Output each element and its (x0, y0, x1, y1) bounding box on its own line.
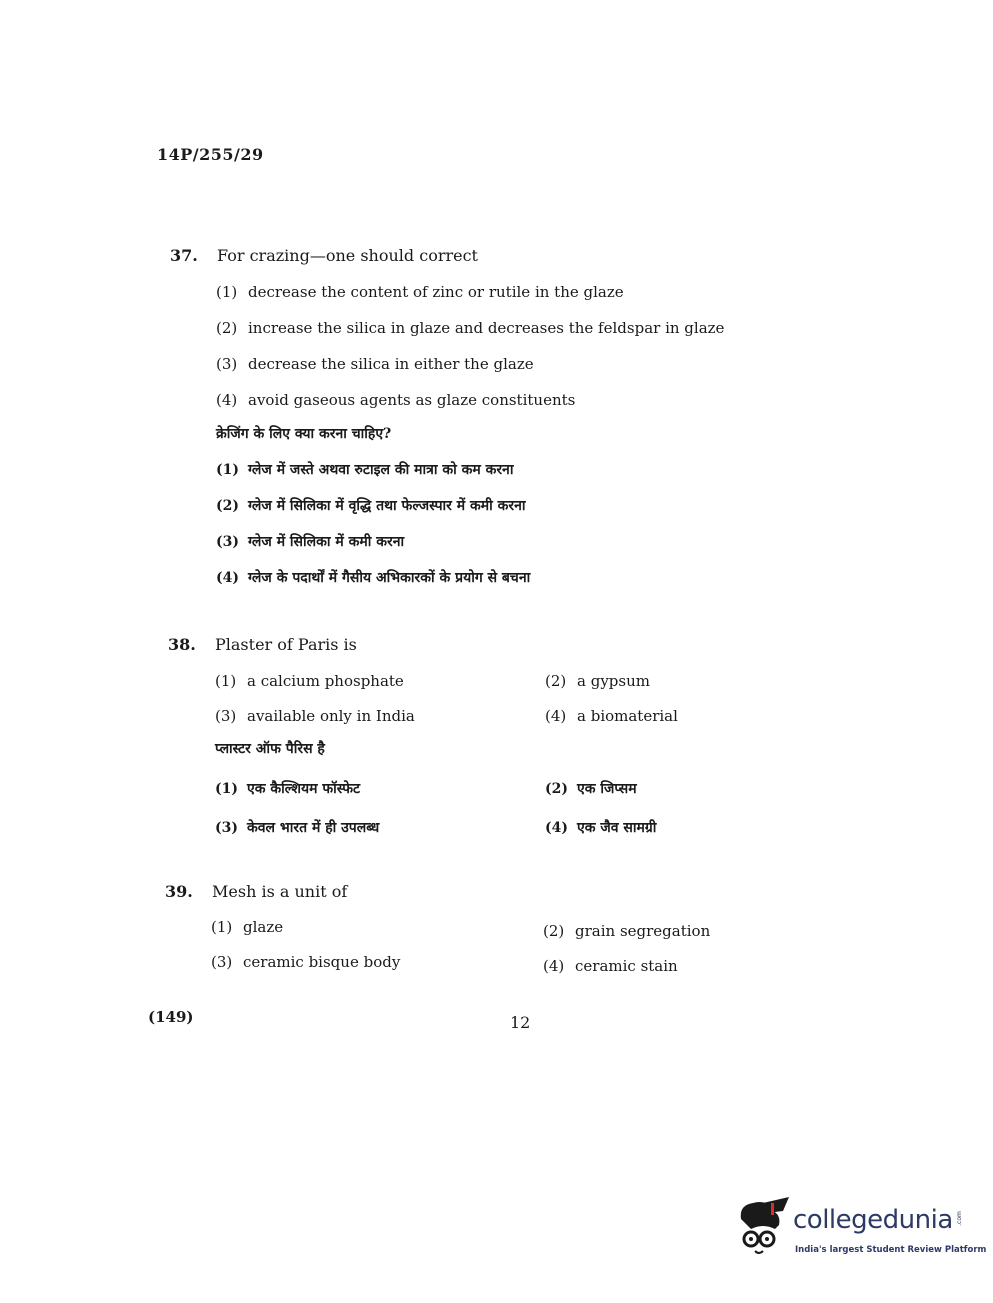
option-text: decrease the content of zinc or rutile in the glaze (248, 283, 624, 301)
collegedunia-logo (733, 1195, 987, 1265)
option (543, 957, 678, 975)
option-hindi (215, 779, 360, 798)
question-text: Mesh is a unit of (212, 882, 348, 901)
option-hindi (545, 779, 637, 798)
logo-tagline: India's largest Student Review Platform (795, 1245, 987, 1255)
option-text: available only in India (247, 707, 415, 725)
paper-code: 14P/255/29 (157, 145, 264, 164)
logo-name: collegedunia (793, 1205, 953, 1235)
option-number: (4) (216, 391, 238, 409)
option-number: (4) (545, 820, 568, 836)
option-number: (1) (216, 283, 238, 301)
option-text: a biomaterial (577, 707, 678, 725)
option-hindi (216, 460, 513, 479)
option-text: एक जिप्सम (577, 781, 637, 797)
logo-com: .com (955, 1211, 963, 1226)
option-number: (4) (216, 570, 239, 586)
option-text: एक कैल्शियम फॉस्फेट (247, 781, 361, 797)
question-text: Plaster of Paris is (215, 635, 357, 654)
footer-code: (149) (148, 1008, 194, 1026)
question-number: 37. (170, 246, 198, 265)
option-number: (3) (216, 534, 239, 550)
option-text: एक जैव सामग्री (577, 820, 657, 836)
question-text: For crazing—one should correct (217, 246, 478, 265)
option (216, 391, 575, 409)
option-hindi (216, 496, 526, 515)
option (543, 922, 710, 940)
option-number: (3) (215, 707, 237, 725)
option-text: ceramic stain (575, 957, 678, 975)
option-text: ग्लेज में सिलिका में कमी करना (248, 534, 405, 550)
option-text: avoid gaseous agents as glaze constituents (248, 391, 576, 409)
option-text: grain segregation (575, 922, 711, 940)
question-number: 39. (165, 882, 193, 901)
option-hindi (216, 568, 530, 587)
option-text: a calcium phosphate (247, 672, 404, 690)
option-text: ग्लेज में जस्ते अथवा रुटाइल की मात्रा को कम करना (248, 462, 514, 478)
option (211, 953, 400, 971)
option-text: ceramic bisque body (243, 953, 401, 971)
option-number: (1) (211, 918, 233, 936)
option (215, 707, 415, 725)
option-number: (2) (216, 498, 239, 514)
page-number: 12 (510, 1013, 531, 1032)
option-number: (2) (543, 922, 565, 940)
question-text-hindi: प्लास्टर ऑफ पैरिस है (215, 741, 325, 757)
option-number: (3) (211, 953, 233, 971)
option (211, 918, 283, 936)
question-number: 38. (168, 635, 196, 654)
option-number: (2) (545, 781, 568, 797)
option-number: (4) (545, 707, 567, 725)
option-text: increase the silica in glaze and decreases the feldspar in glaze (248, 319, 725, 337)
option-hindi (215, 818, 379, 837)
option (216, 355, 534, 373)
option-number: (4) (543, 957, 565, 975)
option-number: (1) (215, 781, 238, 797)
mascot-icon (733, 1195, 793, 1265)
option-text: decrease the silica in either the glaze (248, 355, 534, 373)
option-number: (3) (215, 820, 238, 836)
option-text: केवल भारत में ही उपलब्ध (247, 820, 380, 836)
option (545, 707, 678, 725)
option-hindi (545, 818, 656, 837)
question-text-hindi: क्रेजिंग के लिए क्या करना चाहिए? (216, 426, 392, 442)
option-number: (2) (216, 319, 238, 337)
option (216, 319, 724, 337)
option-number: (1) (215, 672, 237, 690)
option-text: a gypsum (577, 672, 650, 690)
option-text: ग्लेज में सिलिका में वृद्धि तथा फेल्जस्पार में कमी करना (248, 498, 526, 514)
option-number: (1) (216, 462, 239, 478)
option (215, 672, 404, 690)
option (216, 283, 624, 301)
option-number: (2) (545, 672, 567, 690)
option-hindi (216, 532, 404, 551)
option-text: ग्लेज के पदार्थों में गैसीय अभिकारकों के प्रयोग से बचना (248, 570, 531, 586)
option-text: glaze (243, 918, 284, 936)
option (545, 672, 650, 690)
option-number: (3) (216, 355, 238, 373)
